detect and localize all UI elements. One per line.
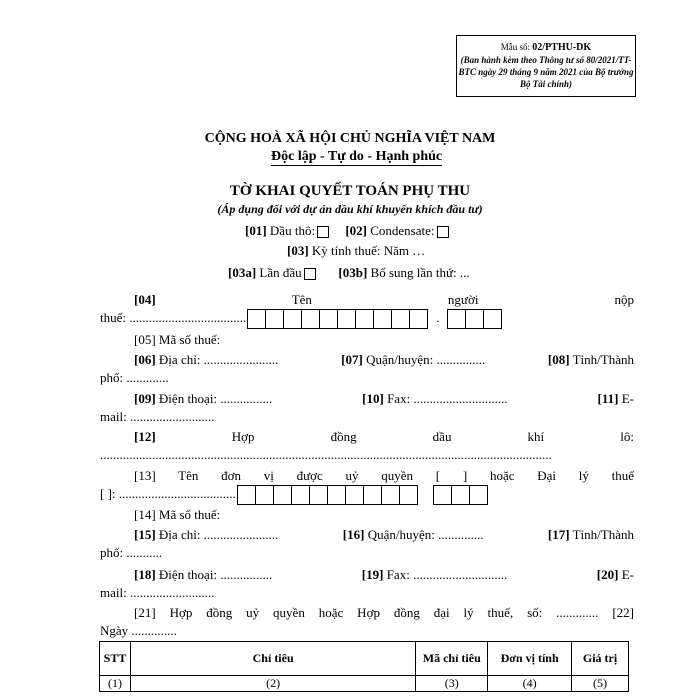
f12-code: [12]: [134, 429, 156, 444]
f03b-code: [03b]: [338, 265, 368, 280]
row-18-20: [134, 566, 634, 584]
table-header-row: [100, 642, 629, 676]
index-4: (4): [488, 676, 572, 692]
f17-code: [17]: [547, 527, 570, 542]
header-value: Giá trị: [572, 642, 629, 676]
first-time-label: Lần đầu: [259, 265, 302, 280]
header-unit: Đơn vị tính: [488, 642, 572, 676]
header-indicator-code: Mã chỉ tiêu: [416, 642, 488, 676]
row-06-08: [134, 351, 634, 369]
f09-code: [09]: [134, 391, 156, 406]
f14-label: [14] Mã số thuế:: [134, 507, 221, 522]
condensate-checkbox[interactable]: [437, 226, 449, 238]
agent-province-label: Tỉnh/Thành: [572, 527, 634, 542]
f01-code: [01]: [245, 223, 267, 238]
f10-code: [10]: [362, 391, 384, 406]
row-03a-03b: [228, 265, 470, 281]
address-label: Địa chỉ: .......................: [158, 352, 279, 367]
district-label: Quận/huyện: ...............: [366, 352, 486, 367]
crude-oil-label: Dầu thô:: [269, 223, 316, 238]
document-subtitle: (Áp dụng đối với dự án dầu khí khuyến khích đầu tư): [217, 202, 483, 216]
agent-district-label: Quận/huyện: ..............: [367, 527, 484, 542]
f02-code: [02]: [345, 223, 367, 238]
row-17-cont: phố: ...........: [100, 545, 163, 560]
tax-period-label: Kỳ tính thuế: Năm …: [311, 243, 426, 258]
tax-code-boxes-2[interactable]: [238, 485, 418, 505]
f15-code: [15]: [134, 527, 156, 542]
row-13: [13] Tên đơn vị được uỷ quyền [ ] hoặc Đại lý thuế: [134, 468, 634, 483]
motto: Độc lập - Tự do - Hạnh phúc: [271, 149, 443, 164]
f12-word-2: đồng: [330, 429, 357, 444]
row-09-11: [134, 390, 634, 408]
row-04-cont: thuế: .................................... .: [100, 309, 634, 329]
taxpayer-name-dots: thuế: ....................................: [100, 310, 247, 325]
form-note: (Ban hành kèm theo Thông tư số 80/2021/TT-BTC ngày 29 tháng 9 năm 2021 của Bộ trưởng Bộ Tài chính): [458, 55, 634, 89]
row-15-17: [134, 526, 634, 544]
f04-code: [04]: [134, 292, 156, 307]
first-time-checkbox[interactable]: [304, 268, 316, 280]
f03-code: [03]: [287, 243, 309, 258]
f12-word-5: lô:: [620, 429, 634, 444]
f11-code: [11]: [597, 391, 619, 406]
agent-address-label: Địa chỉ: .......................: [158, 527, 279, 542]
header-stt: STT: [100, 642, 131, 676]
email-label: E-: [621, 391, 634, 406]
f12-word-4: khí: [527, 429, 545, 444]
agent-phone-label: Điện thoại: ................: [158, 567, 273, 582]
row-12: [134, 428, 634, 446]
contract-block-dots: ...........................................................................................................................................: [100, 447, 552, 462]
row-03: [287, 243, 425, 259]
index-3: (3): [416, 676, 488, 692]
index-1: (1): [100, 676, 131, 692]
f04-word-2: người: [447, 292, 479, 307]
header-indicator: Chỉ tiêu: [130, 642, 415, 676]
row-13-cont: [100, 485, 634, 505]
f06-code: [06]: [134, 352, 156, 367]
index-5: (5): [572, 676, 629, 692]
declaration-table: [99, 641, 629, 692]
row-14: [134, 506, 668, 524]
f12-word-3: dầu: [432, 429, 452, 444]
f08-code: [08]: [547, 352, 570, 367]
f03a-code: [03a]: [228, 265, 257, 280]
tax-code-branch-boxes-2[interactable]: [434, 485, 488, 505]
f12-word-1: Hợp: [231, 429, 255, 444]
row-21-22: [21] Hợp đồng uỷ quyền hoặc Hợp đồng đại lý thuế, số: ............. [22]: [134, 605, 634, 620]
agent-dots: [ ]: ....................................: [100, 486, 236, 501]
condensate-label: Condensate:: [370, 223, 435, 238]
agent-email-label: E-: [621, 567, 634, 582]
f05-label: [05] Mã số thuế:: [134, 332, 221, 347]
republic-heading: CỘNG HOÀ XÃ HỘI CHỦ NGHĨA VIỆT NAM: [204, 131, 496, 146]
tax-code-branch-boxes-1[interactable]: [448, 309, 502, 329]
table-index-row: [100, 676, 629, 692]
agent-fax-label: Fax: .............................: [386, 567, 508, 582]
tax-code-boxes-1[interactable]: [248, 309, 428, 329]
fax-label: Fax: .............................: [387, 391, 508, 406]
supplement-label: Bổ sung lần thứ: ...: [370, 265, 470, 280]
f04-word-1: Tên: [291, 292, 312, 307]
f16-code: [16]: [342, 527, 365, 542]
form-code: 02/PTHU-DK: [532, 42, 592, 53]
row-05: [134, 331, 668, 349]
document-title: TỜ KHAI QUYẾT TOÁN PHỤ THU: [229, 183, 471, 199]
row-01-02: [245, 223, 449, 239]
f19-code: [19]: [361, 567, 384, 582]
form-number-box: [456, 35, 636, 97]
crude-oil-checkbox[interactable]: [317, 226, 329, 238]
form-code-prefix: Mẫu số:: [500, 42, 533, 52]
row-20-cont: mail: ..........................: [100, 585, 215, 600]
row-22-cont: Ngày ..............: [100, 623, 177, 638]
row-08-cont: phố: .............: [100, 370, 169, 385]
f18-code: [18]: [134, 567, 156, 582]
f07-code: [07]: [341, 352, 363, 367]
f20-code: [20]: [596, 567, 619, 582]
province-label: Tỉnh/Thành: [572, 352, 634, 367]
row-04: [134, 291, 634, 309]
index-2: (2): [130, 676, 415, 692]
f04-word-3: nộp: [614, 292, 634, 307]
phone-label: Điện thoại: ................: [158, 391, 273, 406]
row-11-cont: mail: ..........................: [100, 409, 215, 424]
